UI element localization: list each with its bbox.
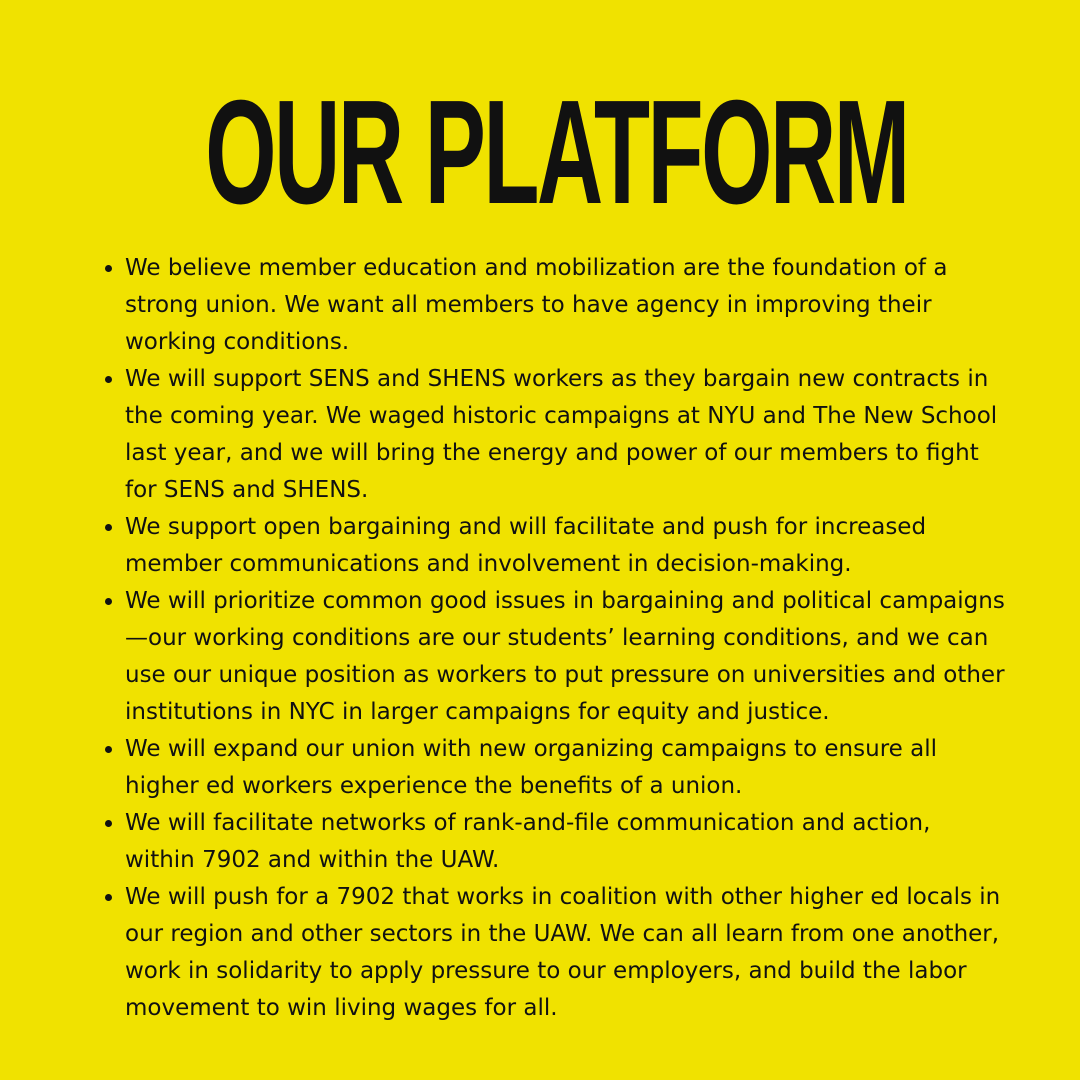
bullet-icon <box>105 820 112 827</box>
platform-item-4 <box>125 583 1005 731</box>
bullet-icon <box>105 524 112 531</box>
platform-item-text: We believe member education and mobilization are the foundation of a strong union. We want all members to have agency in improving their working conditions. <box>125 255 948 355</box>
platform-list <box>125 250 1005 1027</box>
platform-item-text: We will push for a 7902 that works in coalition with other higher ed locals in our region and other sectors in the UAW. We can all learn from one another, work in solidarity to apply pressure to our employers, and build the labor movement to win living wages for all. <box>125 884 1001 1021</box>
platform-item-text: We will support SENS and SHENS workers as they bargain new contracts in the coming year. We waged historic campaigns at NYU and The New School last year, and we will bring the energy and power of our members to fight for SENS and SHENS. <box>125 366 998 503</box>
bullet-icon <box>105 894 112 901</box>
platform-item-1 <box>125 250 1005 361</box>
platform-item-text: We will facilitate networks of rank-and-file communication and action, within 7902 and within the UAW. <box>125 810 931 873</box>
page-title: OUR PLATFORM <box>205 70 908 235</box>
platform-item-7 <box>125 879 1005 1027</box>
platform-item-5 <box>125 731 1005 805</box>
platform-item-3 <box>125 509 1005 583</box>
platform-item-2 <box>125 361 1005 509</box>
bullet-icon <box>105 746 112 753</box>
platform-item-text: We will expand our union with new organizing campaigns to ensure all higher ed workers experience the benefits of a union. <box>125 736 937 799</box>
platform-item-text: We will prioritize common good issues in bargaining and political campaigns—our working conditions are our students’ learning conditions, and we can use our unique position as workers to put pressure on universities and other institutions in NYC in larger campaigns for equity and justice. <box>125 588 1005 725</box>
platform-item-text: We support open bargaining and will facilitate and push for increased member communications and involvement in decision-making. <box>125 514 927 577</box>
platform-item-6 <box>125 805 1005 879</box>
bullet-icon <box>105 265 112 272</box>
bullet-icon <box>105 376 112 383</box>
bullet-icon <box>105 598 112 605</box>
